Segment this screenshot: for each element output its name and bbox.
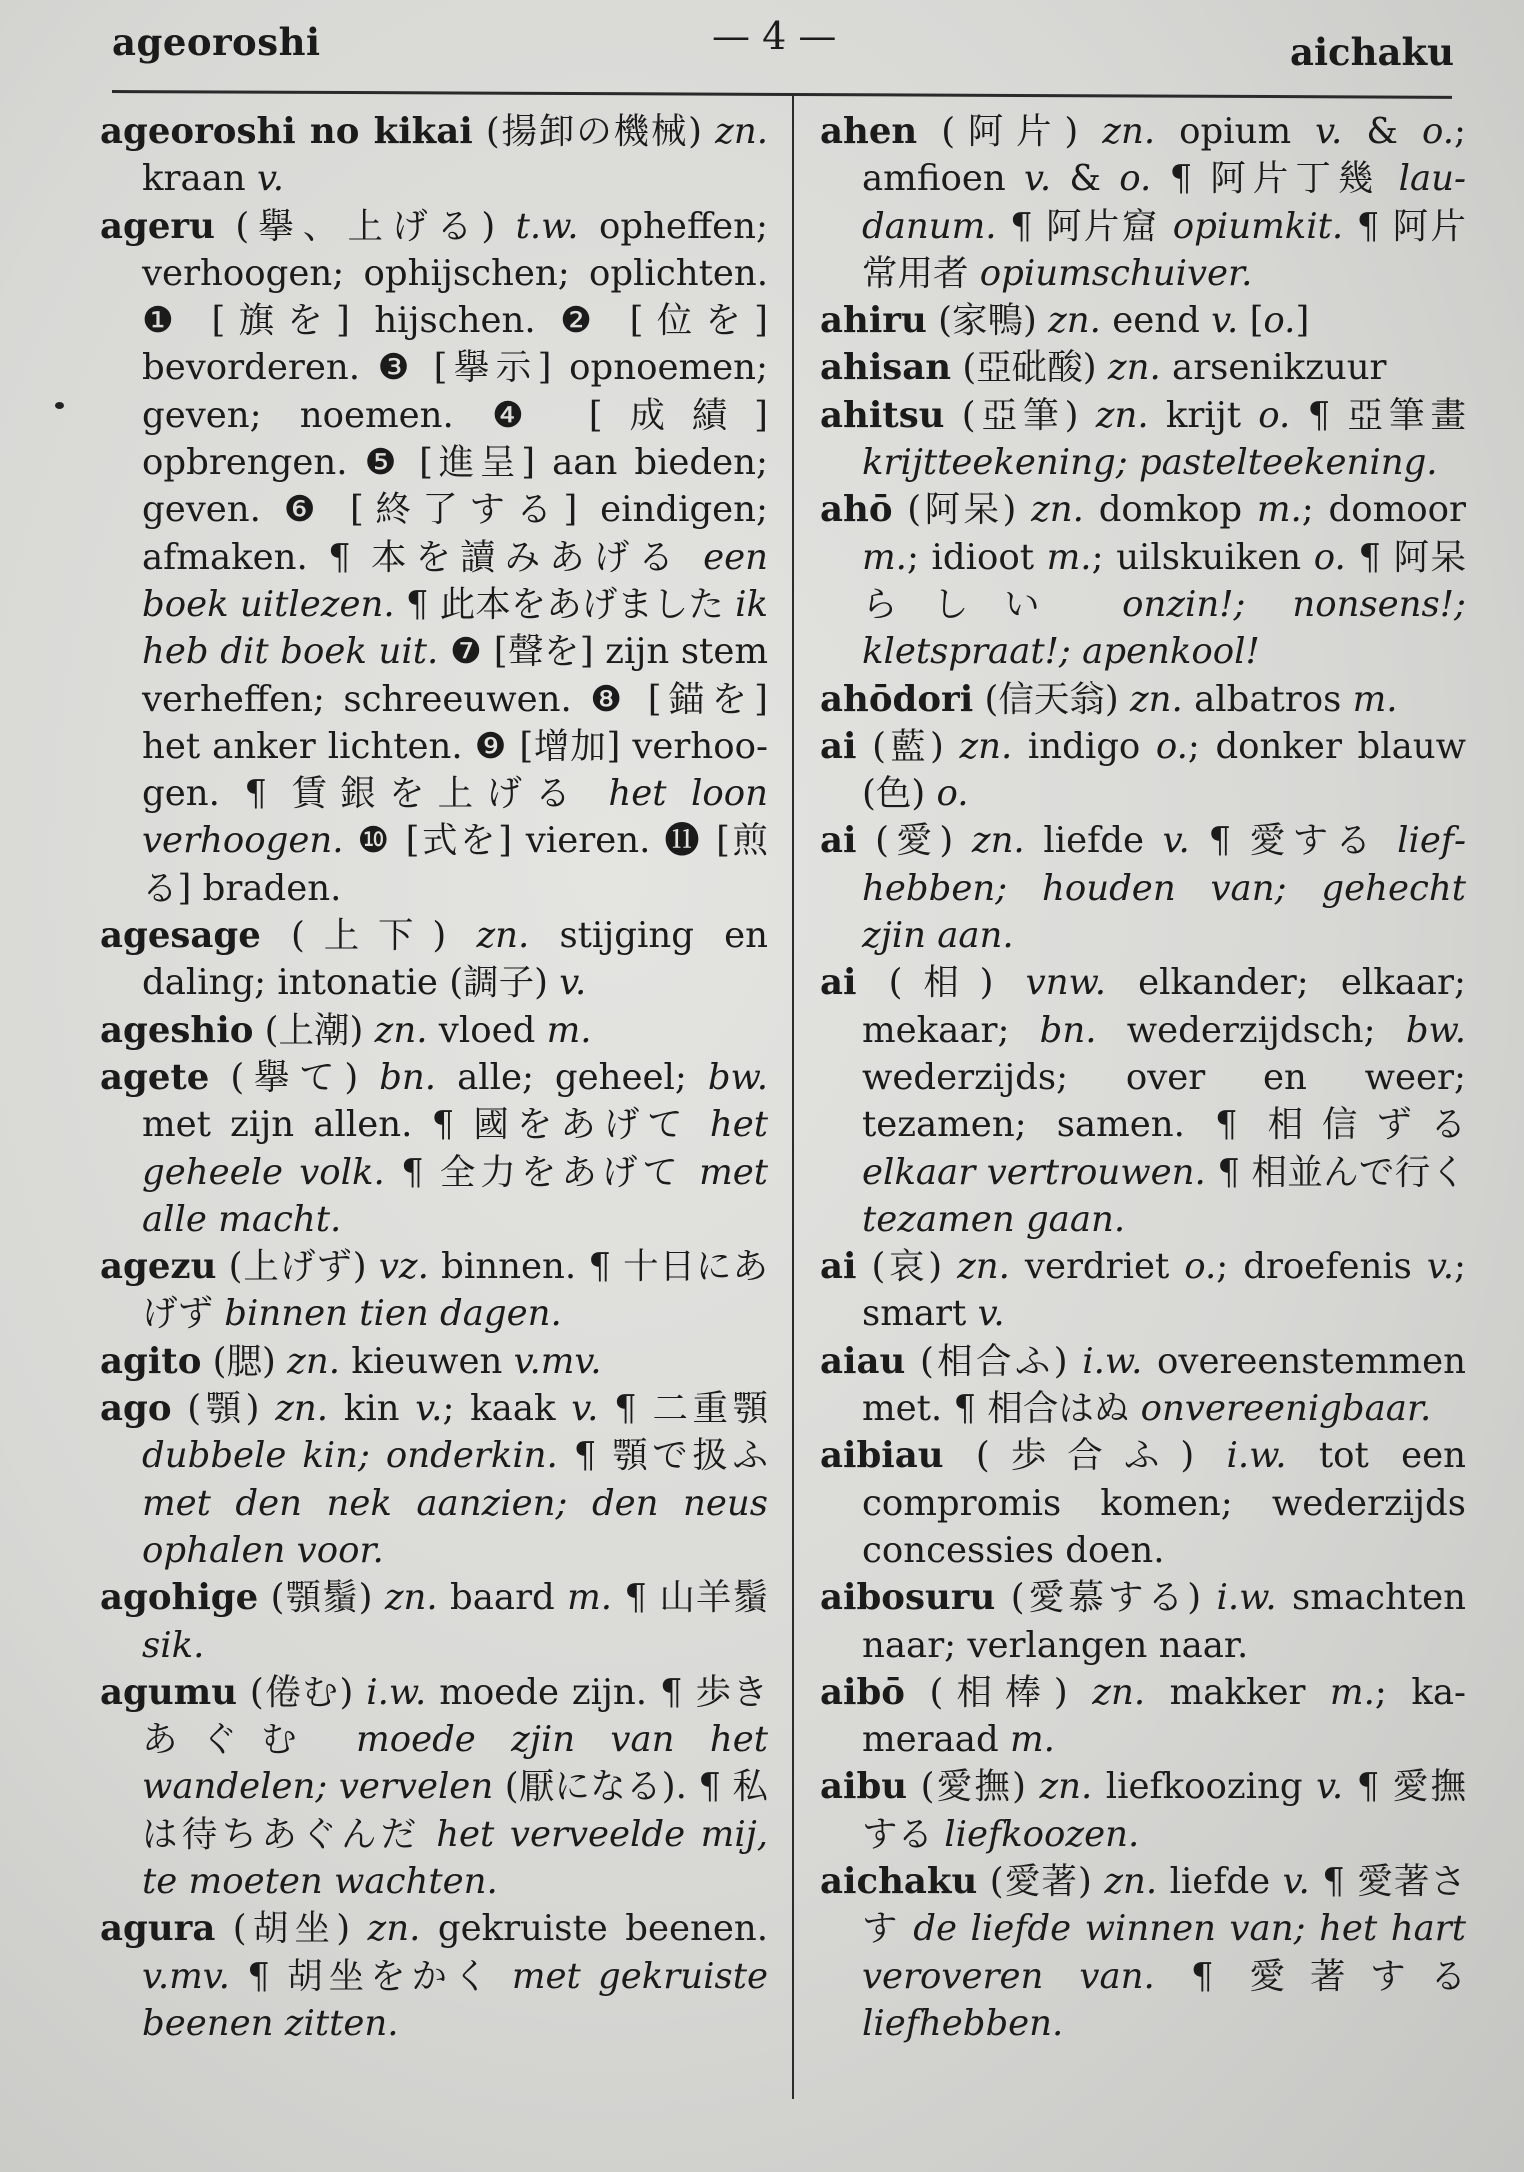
right-column	[820, 108, 1466, 2047]
headword: agura	[100, 1908, 216, 1950]
dictionary-entry: aibō (相棒) zn. makker m.; kameraad m.	[820, 1671, 1466, 1761]
dictionary-entry: ai (哀) zn. verdriet o.; droefenis v.; smart v.	[820, 1246, 1466, 1335]
headword: ahō	[820, 489, 893, 531]
column-divider	[792, 94, 794, 2099]
headword: aibiau	[820, 1435, 944, 1477]
headword: ageru	[100, 205, 215, 247]
headword: aichaku	[820, 1860, 978, 1902]
headword: aiau	[820, 1340, 906, 1382]
dictionary-entry: aichaku (愛著) zn. liefde v. ¶ 愛著さす de liefde winnen van; het hart veroveren van. ¶ 愛著する liefhebben.	[820, 1860, 1466, 2044]
dictionary-entry: agezu (上げず) vz. binnen. ¶ 十日にあげず binnen tien dagen.	[100, 1246, 768, 1335]
headword: aibosuru	[820, 1577, 996, 1619]
headword: ai	[820, 820, 857, 862]
headword: ago	[100, 1388, 172, 1430]
headword: aibu	[820, 1766, 908, 1808]
headword: ahōdori	[820, 678, 974, 720]
dictionary-entry: ahō (阿呆) zn. domkop m.; domoor m.; idioot m.; uilskuiken o. ¶ 阿呆らしい onzin!; nonsens!; kletspraat!; apenkool!	[820, 489, 1466, 673]
left-column	[100, 108, 768, 2047]
page-number: — 4 —	[712, 14, 837, 58]
headword: ahitsu	[820, 394, 945, 436]
headword: ai	[820, 1246, 857, 1288]
dictionary-entry: aibu (愛撫) zn. liefkoozing v. ¶ 愛撫する liefkoozen.	[820, 1766, 1466, 1855]
headword: ageoroshi no kikai	[100, 111, 473, 152]
headword: ahiru	[820, 300, 927, 342]
dictionary-entry: agumu (倦む) i.w. moede zijn. ¶ 歩きあぐむ moede zjin van het wandelen; vervelen (厭になる). ¶ 私は待ちあぐんだ het verveelde mij, te moeten wachten.	[100, 1671, 768, 1902]
headword: agito	[100, 1340, 202, 1382]
headword: ahen	[820, 111, 918, 152]
dictionary-entry: ahiru (家鴨) zn. eend v. [o.]	[820, 300, 1310, 342]
header-right-guideword: aichaku	[1290, 30, 1454, 74]
dictionary-entry: ai (相) vnw. elkander; elkaar; mekaar; bn. wederzijdsch; bw. wederzijds; over en weer; tezamen; samen. ¶ 相信ずる elkaar vertrouwen. ¶ 相並んで行く tezamen gaan.	[820, 962, 1467, 1240]
dictionary-entry: ahitsu (亞筆) zn. krijt o. ¶ 亞筆畫 krijtteekening; pastelteekening.	[820, 394, 1466, 484]
headword: agohige	[100, 1577, 259, 1619]
dictionary-entry: ahisan (亞砒酸) zn. arsenikzuur	[820, 347, 1387, 389]
dictionary-entry: agete (擧て) bn. alle; geheel; bw. met zijn allen. ¶ 國をあげて het geheele volk. ¶ 全力をあげて met alle macht.	[100, 1056, 768, 1240]
dictionary-entry: ai (藍) zn. indigo o.; donker blauw (色) o.	[820, 725, 1466, 815]
dictionary-entry: ahōdori (信天翁) zn. albatros m.	[820, 678, 1398, 720]
dictionary-entry: agito (腮) zn. kieuwen v.mv.	[100, 1340, 602, 1382]
dictionary-entry: agesage (上下) zn. stijging en daling; intonatie (調子) v.	[100, 915, 768, 1004]
dictionary-entry: aibosuru (愛慕する) i.w. smachten naar; verlangen naar.	[820, 1577, 1466, 1666]
ink-speck	[55, 402, 64, 409]
headword: ai	[820, 725, 857, 767]
dictionary-entry: agohige (顎鬚) zn. baard m. ¶ 山羊鬚 sik.	[100, 1577, 768, 1666]
dictionary-entry: ahen (阿片) zn. opium v. & o.; amfioen v. & o. ¶ 阿片丁幾 laudanum. ¶ 阿片窟 opiumkit. ¶ 阿片常用者 opiumschuiver.	[820, 111, 1467, 294]
headword: aibō	[820, 1671, 905, 1713]
dictionary-entry: aibiau (歩合ふ) i.w. tot een compromis komen; wederzijds concessies doen.	[820, 1435, 1466, 1571]
headword: ageshio	[100, 1009, 254, 1051]
page-header	[0, 14, 1524, 94]
headword: ai	[820, 962, 857, 1004]
dictionary-entry: ageru (擧、上げる) t.w. opheffen; verhoogen; ophijschen; oplichten. ❶ [旗を] hijschen. ❷ [位を] bevorderen. ❸ [擧示] opnoemen; geven; noemen. ❹ [成績] opbrengen. ❺ [進呈] aan bieden; geven. ❻ [終了する] eindigen; afmaken. ¶ 本を讀みあげる een boek uitlezen. ¶ 此本をあげました ik heb dit boek uit. ❼ [聲を] zijn stem verheffen; schreeuwen. ❽ [錨を] het anker lichten. ❾ [增加] verhoogen. ¶ 賃銀を上げる het loon verhoogen. ❿ [式を] vieren. ⓫ [煎る] braden.	[100, 205, 768, 909]
dictionary-entry: ai (愛) zn. liefde v. ¶ 愛する liefhebben; houden van; gehecht zjin aan.	[820, 820, 1466, 957]
headword: agezu	[100, 1246, 217, 1288]
headword: agumu	[100, 1671, 238, 1713]
headword: agete	[100, 1056, 210, 1098]
dictionary-entry: ageoroshi no kikai (揚卸の機械) zn. kraan v.	[100, 111, 768, 200]
headword: ahisan	[820, 347, 952, 389]
dictionary-entry: aiau (相合ふ) i.w. overeenstemmen met. ¶ 相合はぬ onvereenigbaar.	[820, 1340, 1466, 1430]
header-left-guideword: ageoroshi	[112, 20, 321, 64]
dictionary-entry: agura (胡坐) zn. gekruiste beenen. v.mv. ¶ 胡坐をかく met gekruiste beenen zitten.	[100, 1908, 768, 2044]
headword: agesage	[100, 915, 261, 957]
dictionary-entry: ago (顎) zn. kin v.; kaak v. ¶ 二重顎 dubbele kin; onderkin. ¶ 顎で扱ふ met den nek aanzien; den neus ophalen voor.	[100, 1388, 768, 1571]
dictionary-entry: ageshio (上潮) zn. vloed m.	[100, 1009, 592, 1051]
